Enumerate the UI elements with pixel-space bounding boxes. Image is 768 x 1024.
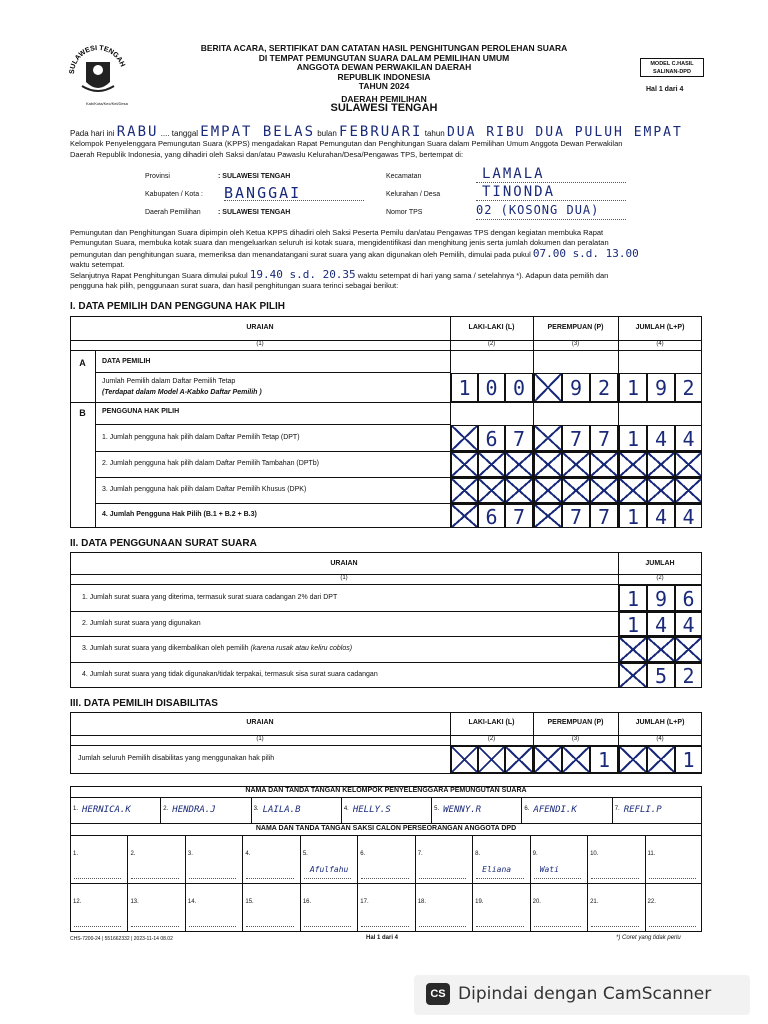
kabkota-label: Kabupaten / Kota :	[145, 191, 203, 198]
s1-cell	[451, 425, 478, 451]
footer-note: *) Coret yang tidak perlu	[616, 935, 681, 941]
bulan-label: bulan	[317, 129, 337, 138]
kpps-number: 3.	[253, 806, 259, 812]
s1-cell: 9	[647, 373, 675, 402]
s2-cell: 4	[675, 612, 702, 636]
s1-cell: 4	[647, 425, 675, 451]
s1-cell: 2	[590, 373, 618, 402]
s1-cell	[590, 478, 618, 503]
saksi-number: 19.	[475, 899, 484, 905]
saksi-number: 13.	[130, 899, 139, 905]
header-line-1: BERITA ACARA, SERTIFIKAT DAN CATATAN HASIL PENGHITUNGAN PEROLEHAN SUARA	[200, 43, 568, 53]
saksi-number: 16.	[302, 899, 312, 905]
kpps-signature: HELLY.S	[352, 805, 391, 815]
s1-cell	[675, 478, 702, 503]
header-line-2: DI TEMPAT PEMUNGUTAN SUARA DALAM PEMILIHAN UMUM	[258, 52, 510, 63]
s2-cell: 6	[675, 585, 702, 611]
s2-cell	[647, 637, 675, 662]
s1-cell	[505, 478, 533, 503]
kpps-signature: HENDRA.J	[172, 805, 216, 815]
s3-cell	[647, 746, 675, 773]
s1-cell: 7	[590, 504, 618, 528]
s3-num-4: (4)	[656, 736, 664, 742]
s3-row1-label: Jumlah seluruh Pemilih disabilitas yang menggunakan hak pilih	[78, 755, 275, 762]
paragraph-3: pemungutan dan penghitungan suara, memeriksa dan menandatangani surat suara yang akan digunakan oleh Pemilih, dimulai pada pukul	[70, 249, 531, 259]
s1-col-p: PEREMPUAN (P)	[547, 324, 604, 331]
s3-cell	[451, 746, 478, 773]
s1-cell	[675, 452, 702, 477]
s2-cell: 2	[675, 663, 702, 688]
intro-text	[70, 138, 710, 160]
saksi-number: 9.	[532, 851, 538, 857]
paragraph-5a: Selanjutnya Rapat Penghitungan Suara dimulai pukul	[70, 271, 248, 281]
s1-cell: 0	[478, 373, 505, 402]
s2-col-uraian: URAIAN	[330, 560, 358, 567]
s1-cell	[478, 452, 505, 477]
s1-cell	[647, 478, 675, 503]
header-line-4: REPUBLIK INDONESIA	[337, 71, 431, 82]
paragraph-5b: waktu setempat di hari yang sama / setelahnya *). Adapun data pemilih dan	[357, 271, 609, 281]
kpps-number: 6.	[524, 806, 530, 812]
saksi-signature: Afulfahu	[309, 865, 349, 874]
kpps-number: 7.	[614, 806, 620, 812]
saksi-number: 20.	[532, 899, 541, 905]
saksi-number: 14.	[187, 899, 197, 905]
logo	[66, 40, 130, 104]
provinsi-value: : SULAWESI TENGAH	[218, 173, 291, 180]
row-b1-label: 1. Jumlah pengguna hak pilih dalam Daftar Pemilih Tetap (DPT)	[102, 434, 300, 441]
s1-cell	[451, 478, 478, 503]
kpps-signature: REFLI.P	[623, 805, 662, 815]
s1-col-l: LAKI-LAKI (L)	[468, 324, 515, 331]
paragraph-6: pengguna hak pilih, penggunaan surat suara, dan hasil penghitungan suara terinci sebagai berikut:	[70, 281, 399, 291]
s1-cell	[534, 425, 562, 451]
s3-cell	[505, 746, 533, 773]
saksi-number: 6.	[360, 851, 366, 857]
saksi-number: 12.	[73, 899, 82, 905]
tps-open-time: 07.00 s.d. 13.00	[532, 246, 639, 260]
kecamatan-label: Kecamatan	[386, 173, 422, 180]
s2-num-2: (2)	[656, 575, 664, 581]
row-b4-label: 4. Jumlah Pengguna Hak Pilih (B.1 + B.2 + B.3)	[102, 511, 257, 518]
kpps-title: NAMA DAN TANDA TANGAN KELOMPOK PENYELENGGARA PEMUNGUTAN SUARA	[245, 787, 527, 794]
saksi-number: 18.	[417, 899, 427, 905]
s1-cell: 6	[478, 425, 505, 451]
s3-num-2: (2)	[487, 736, 496, 742]
s3-num-3: (3)	[571, 736, 580, 742]
section-b-letter: B	[79, 408, 86, 418]
hari-value: RABU	[116, 124, 159, 140]
intro-text-2: Daerah Republik Indonesia, yang dihadiri oleh Saksi dan/atau Pawaslu Kelurahan/Desa/Pengawas TPS, bertempat di:	[70, 150, 464, 159]
saksi-number: 7.	[417, 851, 423, 857]
saksi-number: 1.	[73, 851, 79, 857]
row-b2-label: 2. Jumlah pengguna hak pilih dalam Daftar Pemilih Tambahan (DPTb)	[102, 460, 319, 467]
s1-cell	[562, 478, 590, 503]
s1-cell	[505, 452, 533, 477]
s1-cell	[619, 478, 647, 503]
intro-text-1: Kelompok Penyelenggara Pemungutan Suara (KPPS) mengadakan Rapat Pemungutan dan Penghitungan Suara dalam Pemilihan Umum Anggota Dewan Perwakilan	[70, 139, 623, 148]
saksi-number: 15.	[245, 899, 254, 905]
s1-cell	[451, 452, 478, 477]
paragraph-4: waktu setempat.	[70, 259, 125, 269]
saksi-number: 10.	[590, 851, 599, 857]
kpps-number: 1.	[73, 806, 79, 812]
dapil-loc-value: : SULAWESI TENGAH	[218, 209, 291, 216]
s1-cell: 1	[619, 504, 647, 528]
section3-title: III. DATA PEMILIH DISABILITAS	[70, 698, 218, 709]
kabkota-value: BANGGAI	[224, 184, 302, 202]
tanggal-value: EMPAT BELAS	[200, 124, 315, 140]
section-a-letter: A	[79, 358, 86, 368]
dapil-label: DAERAH PEMILIHAN	[341, 93, 427, 104]
tps-value: 02 (KOSONG DUA)	[476, 203, 600, 217]
provinsi-label: Provinsi	[145, 173, 170, 180]
s3-col-uraian: URAIAN	[246, 719, 274, 726]
doc-header	[150, 44, 618, 114]
s2-cell	[675, 637, 702, 662]
saksi-number: 3.	[187, 851, 193, 857]
s1-cell: 7	[505, 504, 533, 528]
header-line-3: ANGGOTA DEWAN PERWAKILAN DAERAH	[296, 62, 472, 72]
s1-cell: 1	[451, 373, 478, 402]
footer-code: CHS-7200-24 | 551662332 | 2023-11-14 08.02	[70, 936, 173, 942]
s2-num-1: (1)	[340, 575, 348, 581]
s3-col-l: LAKI-LAKI (L)	[468, 719, 515, 726]
s1-cell	[534, 478, 562, 503]
saksi-number: 22.	[647, 899, 656, 905]
s1-cell	[534, 504, 562, 528]
s2-row3-label: 3. Jumlah surat suara yang dikembalikan oleh pemilih (karena rusak atau keliru coblos)	[82, 645, 353, 652]
kpps-signature: LAILA.B	[262, 805, 301, 815]
s2-row2-label: 2. Jumlah surat suara yang digunakan	[82, 620, 201, 627]
kpps-signature: HERNICA.K	[82, 805, 131, 815]
s3-cell: 1	[675, 746, 702, 773]
s1-num-2: (2)	[487, 341, 496, 347]
s1-cell	[590, 452, 618, 477]
row-a1-note: (Terdapat dalam Model A-Kabko Daftar Pemilih )	[102, 389, 262, 396]
saksi-number: 21.	[590, 899, 599, 905]
saksi-title: NAMA DAN TANDA TANGAN SAKSI CALON PERSEORANGAN ANGGOTA DPD	[255, 825, 517, 832]
s1-col-uraian: URAIAN	[246, 324, 274, 331]
saksi-number: 8.	[475, 851, 481, 857]
paragraph-1: Pemungutan dan Penghitungan Suara dipimpin oleh Ketua KPPS dihadiri oleh Saksi Peserta Pemilu dan/atau Pengawas TPS dengan kegiatan membuka Rapat	[70, 228, 604, 237]
s2-row1-label: 1. Jumlah surat suara yang diterima, termasuk surat suara cadangan 2% dari DPT	[82, 594, 338, 601]
s1-cell: 7	[562, 425, 590, 451]
dapil-loc-label: Daerah Pemilihan	[145, 209, 201, 216]
s1-cell: 4	[647, 504, 675, 528]
s2-cell: 5	[647, 663, 675, 688]
header-line-5: TAHUN 2024	[358, 81, 410, 91]
s3-cell: 1	[590, 746, 618, 773]
s1-cell: 4	[675, 504, 702, 528]
header-page: Hal 1 dari 4	[646, 86, 684, 93]
s2-cell	[619, 663, 647, 688]
s1-cell: 2	[675, 373, 702, 402]
s2-cell: 9	[647, 585, 675, 611]
row-b3-label: 3. Jumlah pengguna hak pilih dalam Daftar Pemilih Khusus (DPK)	[102, 486, 307, 493]
logo-code: Kab/Kota/Kec/Kel/Desa	[86, 101, 128, 106]
s1-cell	[562, 452, 590, 477]
kecamatan-value: LAMALA	[482, 166, 545, 182]
kpps-number: 4.	[343, 806, 349, 812]
s1-cell	[534, 452, 562, 477]
s1-col-j: JUMLAH (L+P)	[635, 324, 685, 331]
s3-cell	[619, 746, 647, 773]
saksi-number: 17.	[360, 899, 369, 905]
saksi-signature: Wati	[539, 865, 559, 874]
saksi-signature: Eliana	[482, 865, 512, 874]
s1-num-1: (1)	[256, 341, 264, 347]
bulan-value: FEBRUARI	[339, 124, 423, 140]
kpps-number: 2.	[163, 806, 169, 812]
section1-title: I. DATA PEMILIH DAN PENGGUNA HAK PILIH	[70, 301, 285, 312]
s1-cell: 4	[675, 425, 702, 451]
s3-col-p: PEREMPUAN (P)	[547, 719, 604, 726]
s1-cell	[451, 504, 478, 528]
kpps-signature: AFENDI.K	[533, 805, 577, 815]
tahun-value: DUA RIBU DUA PULUH EMPAT	[446, 125, 683, 140]
footer-page: Hal 1 dari 4	[366, 935, 399, 941]
s2-col-j: JUMLAH	[645, 560, 675, 567]
s2-cell: 1	[619, 585, 647, 611]
saksi-number: 4.	[245, 851, 251, 857]
logo-arc-text: SULAWESI TENGAH	[68, 44, 126, 75]
camscanner-logo-icon: CS	[426, 983, 450, 1005]
s3-cell	[478, 746, 505, 773]
s1-cell: 1	[619, 373, 647, 402]
s1-cell: 7	[590, 425, 618, 451]
s3-cell	[562, 746, 590, 773]
s2-cell: 4	[647, 612, 675, 636]
s1-num-4: (4)	[656, 341, 664, 347]
dapil-value: SULAWESI TENGAH	[330, 102, 438, 114]
s3-col-j: JUMLAH (L+P)	[635, 719, 685, 726]
procedure-paragraph	[70, 228, 710, 292]
s1-cell: 9	[562, 373, 590, 402]
s1-cell: 6	[478, 504, 505, 528]
s1-cell	[619, 452, 647, 477]
s3-cell	[534, 746, 562, 773]
section-a-title: DATA PEMILIH	[102, 358, 151, 365]
s2-cell: 1	[619, 612, 647, 636]
intro-line: Pada hari ini RABU .... tanggal EMPAT BELAS bulan FEBRUARI tahun DUA RIBU DUA PULUH EMPAT	[70, 124, 683, 140]
tps-label: Nomor TPS	[386, 209, 423, 216]
s1-cell: 7	[562, 504, 590, 528]
saksi-number: 2.	[130, 851, 136, 857]
s1-num-3: (3)	[571, 341, 580, 347]
s2-cell	[619, 637, 647, 662]
s1-cell: 0	[505, 373, 533, 402]
pada-hari-label: Pada hari ini	[70, 129, 115, 138]
camscanner-label: Dipindai dengan CamScanner	[458, 984, 712, 1004]
row-a1-label: Jumlah Pemilih dalam Daftar Pemilih Tetap	[102, 378, 236, 385]
s3-num-1: (1)	[256, 736, 264, 742]
saksi-number: 5.	[302, 851, 308, 857]
s2-row4-label: 4. Jumlah surat suara yang tidak digunakan/tidak terpakai, termasuk sisa surat suara cadangan	[82, 671, 378, 678]
paragraph-2: Pemungutan Suara, membuka kotak suara dan mengeluarkan seluruh isi kotak suara, mengidentifikasi dan menghitung jenis serta jumlah dokumen dan peralatan	[70, 238, 609, 248]
keldesa-label: Kelurahan / Desa	[386, 191, 441, 198]
saksi-number: 11.	[647, 851, 656, 857]
s1-cell	[647, 452, 675, 477]
model-box: MODEL C.HASIL SALINAN-DPD	[640, 58, 704, 77]
keldesa-value: TINONDA	[482, 184, 556, 200]
kpps-signature: WENNY.R	[443, 805, 482, 815]
section-b-title: PENGGUNA HAK PILIH	[102, 408, 180, 415]
s1-cell	[478, 478, 505, 503]
kpps-number: 5.	[434, 806, 440, 812]
tahun-label: tahun	[424, 129, 445, 138]
s1-cell: 7	[505, 425, 533, 451]
section2-title: II. DATA PENGGUNAAN SURAT SUARA	[70, 538, 257, 549]
s1-cell	[534, 373, 562, 402]
count-time: 19.40 s.d. 20.35	[249, 268, 356, 282]
tanggal-label: tanggal	[171, 129, 199, 138]
s1-cell: 1	[619, 425, 647, 451]
